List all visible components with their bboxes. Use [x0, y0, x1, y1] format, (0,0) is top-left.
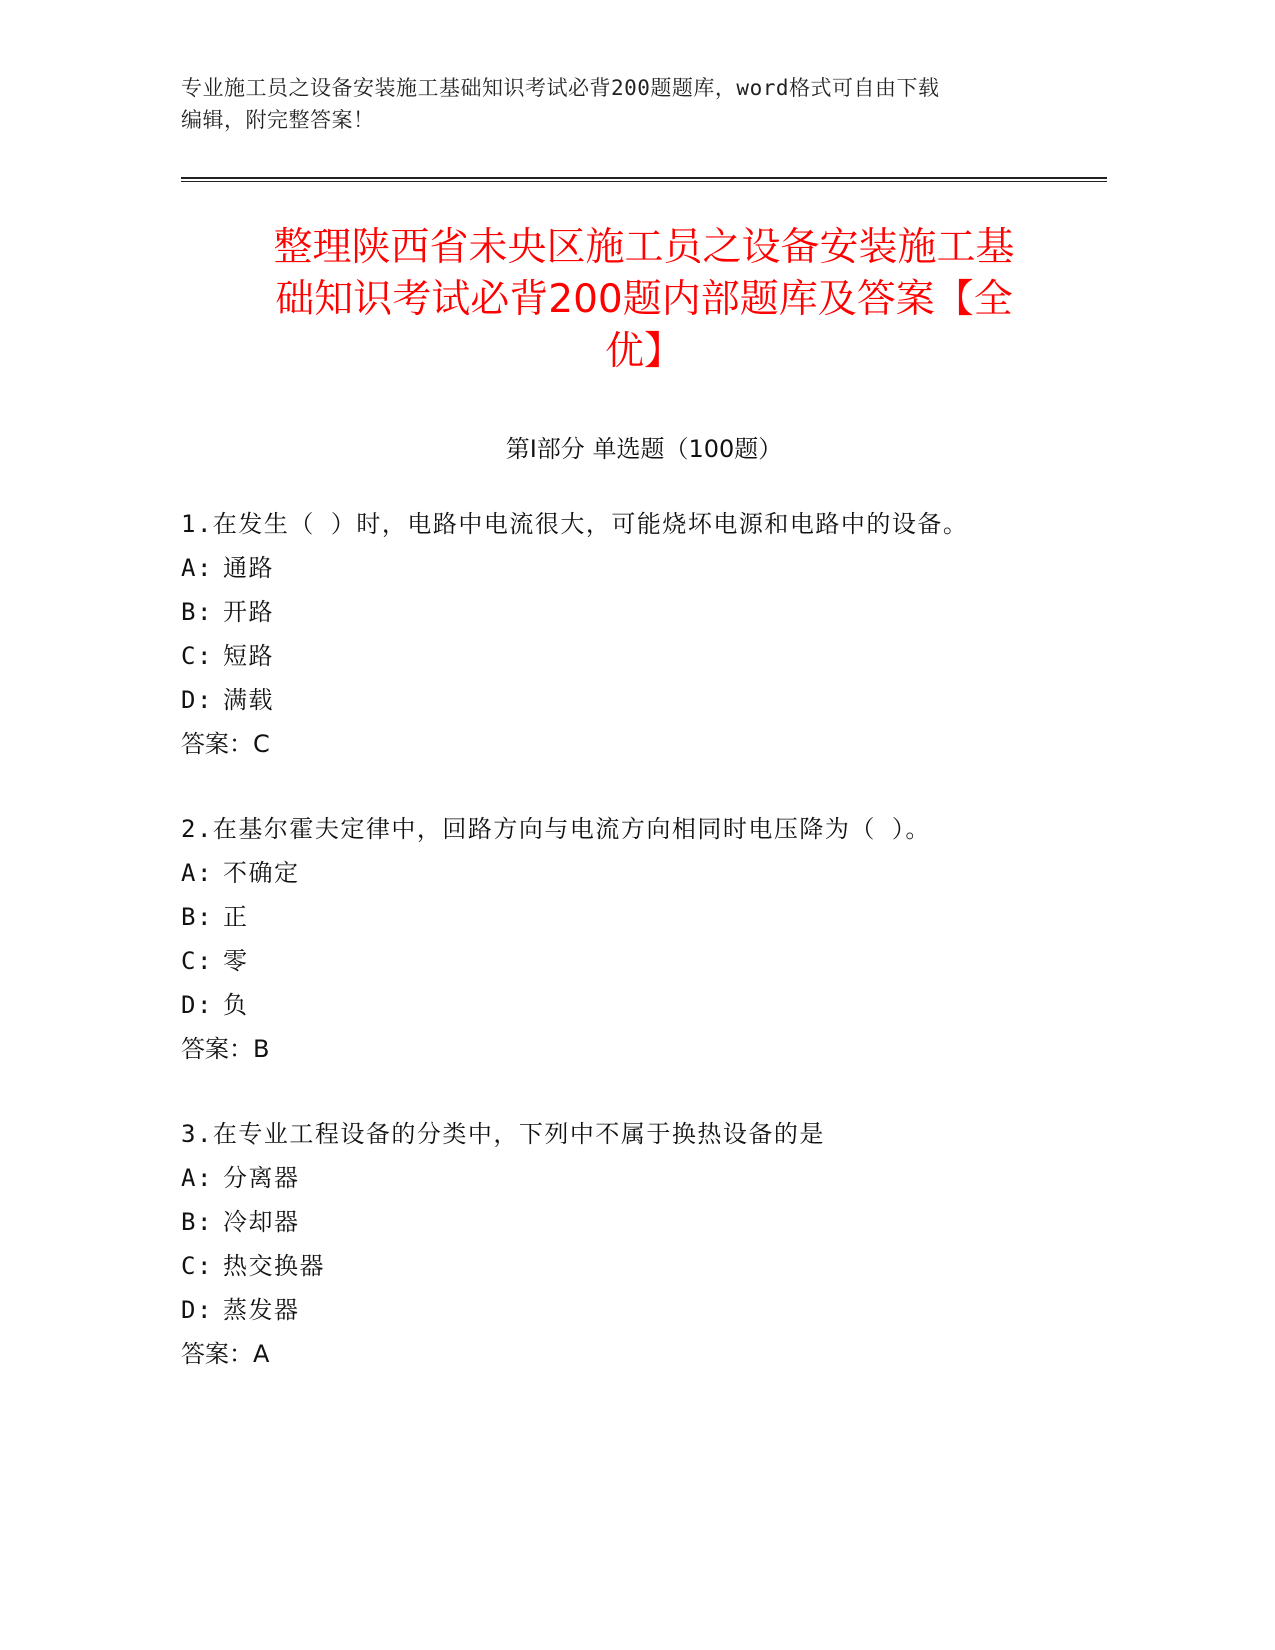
option-text: 满载 [223, 686, 274, 714]
question-3 [181, 1112, 1107, 1376]
option-letter: C: [181, 947, 213, 975]
option-text: 负 [223, 991, 249, 1019]
option-a [181, 851, 1107, 895]
option-letter: C: [181, 1252, 213, 1280]
section-heading: 第Ⅰ部分 单选题（100题） [505, 435, 783, 463]
header-divider-thick [181, 177, 1107, 179]
document-title-line-3: 优】 [604, 329, 683, 374]
option-letter: D: [181, 1296, 213, 1324]
option-d [181, 678, 1107, 722]
option-text: 热交换器 [223, 1252, 325, 1280]
option-b [181, 590, 1107, 634]
option-text: 不确定 [223, 859, 300, 887]
header-note [181, 72, 1061, 136]
option-text: 冷却器 [223, 1208, 300, 1236]
option-text: 开路 [223, 598, 274, 626]
option-a [181, 1156, 1107, 1200]
option-text: 短路 [223, 642, 274, 670]
option-c [181, 634, 1107, 678]
option-text: 通路 [223, 554, 274, 582]
option-letter: A: [181, 554, 213, 582]
option-b [181, 895, 1107, 939]
answer: 答案：A [181, 1340, 270, 1368]
header-divider-thin [181, 181, 1107, 182]
answer: 答案：B [181, 1035, 270, 1063]
option-c [181, 1244, 1107, 1288]
option-letter: D: [181, 991, 213, 1019]
option-text: 蒸发器 [223, 1296, 300, 1324]
document-title-line-1: 整理陕西省未央区施工员之设备安装施工基 [273, 225, 1015, 270]
option-letter: D: [181, 686, 213, 714]
option-d [181, 983, 1107, 1027]
option-letter: A: [181, 859, 213, 887]
header-note-line-1: 专业施工员之设备安装施工基础知识考试必背200题题库，word格式可自由下载 [181, 76, 940, 100]
option-text: 零 [223, 947, 249, 975]
answer: 答案：C [181, 730, 270, 758]
document-title [181, 222, 1107, 378]
option-a [181, 546, 1107, 590]
option-letter: B: [181, 903, 213, 931]
option-letter: B: [181, 598, 213, 626]
option-d [181, 1288, 1107, 1332]
question-text: 1.在发生（ ）时，电路中电流很大，可能烧坏电源和电路中的设备。 [181, 510, 969, 538]
option-letter: C: [181, 642, 213, 670]
option-text: 正 [223, 903, 249, 931]
option-letter: A: [181, 1164, 213, 1192]
option-c [181, 939, 1107, 983]
document-title-line-2: 础知识考试必背200题内部题库及答案【全 [275, 277, 1013, 322]
option-text: 分离器 [223, 1164, 300, 1192]
question-text: 2.在基尔霍夫定律中，回路方向与电流方向相同时电压降为（ ）。 [181, 815, 931, 843]
question-2 [181, 807, 1107, 1071]
question-1 [181, 502, 1107, 766]
option-letter: B: [181, 1208, 213, 1236]
header-note-line-2: 编辑，附完整答案！ [181, 108, 375, 132]
option-b [181, 1200, 1107, 1244]
question-text: 3.在专业工程设备的分类中，下列中不属于换热设备的是 [181, 1120, 825, 1148]
